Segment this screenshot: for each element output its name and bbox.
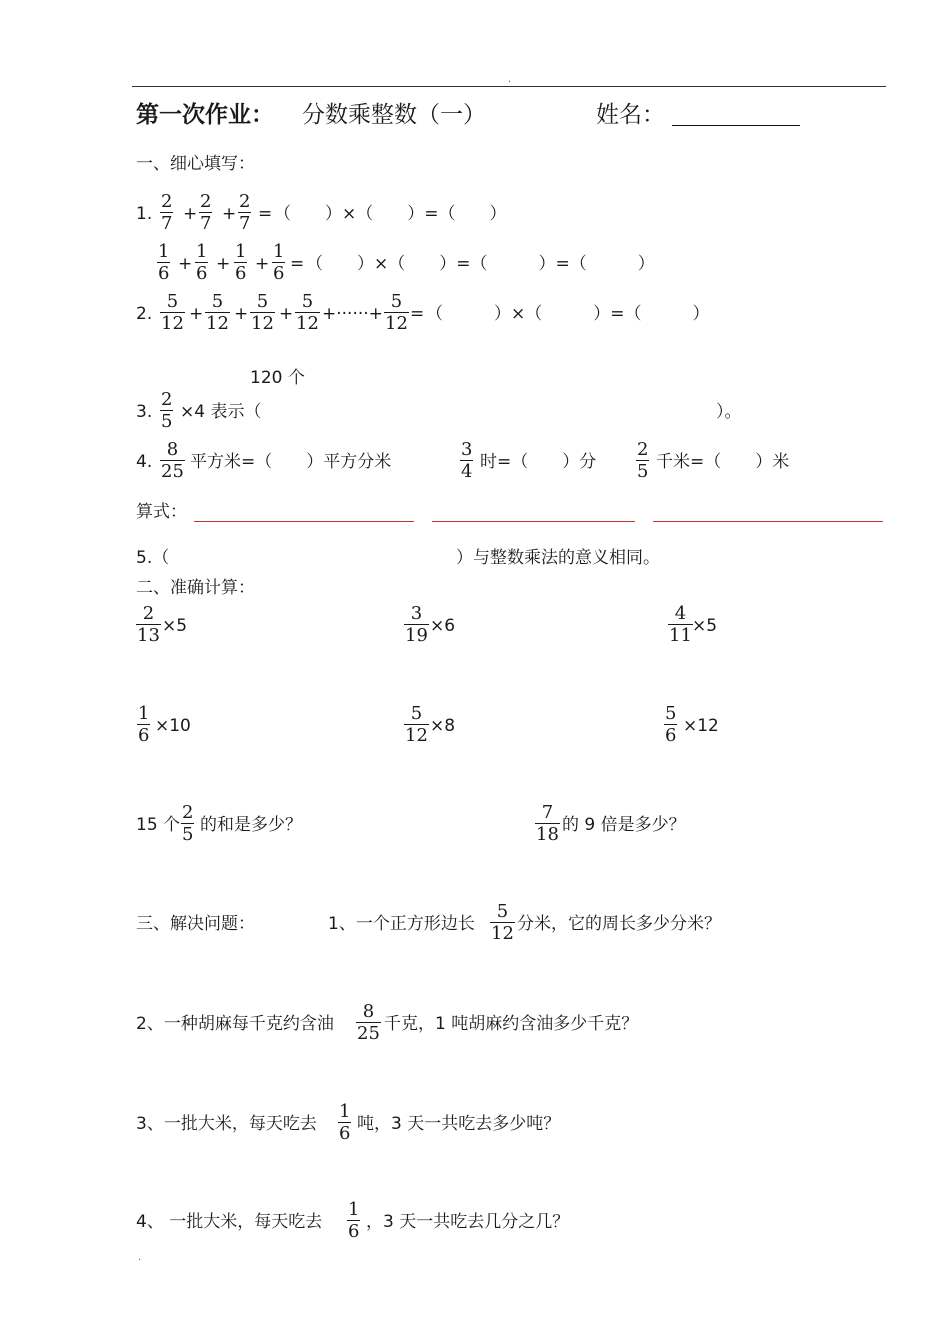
times-question-post: 的 9 倍是多少？ bbox=[562, 815, 686, 835]
top-dot: . bbox=[508, 74, 512, 85]
section2-heading: 二、准确计算： bbox=[136, 578, 255, 598]
calc-multiplier: ×5 bbox=[162, 616, 188, 636]
section1-heading: 一、细心填写： bbox=[136, 154, 255, 174]
q2-number: 2. bbox=[136, 304, 153, 324]
fraction-7-18: 7 18 bbox=[536, 802, 559, 845]
fraction-8-25: 8 25 bbox=[161, 439, 184, 482]
plus-sign: + bbox=[234, 304, 249, 324]
fraction-2-7: 2 7 bbox=[239, 191, 251, 234]
fraction-8-25: 8 25 bbox=[357, 1001, 380, 1044]
problem4-post: ，3 天一共吃去几分之几？ bbox=[366, 1212, 570, 1232]
q4-length-blank[interactable]: 千米=（ ）米 bbox=[656, 452, 790, 472]
q5-close: ）与整数乘法的意义相同。 bbox=[456, 548, 660, 568]
fraction-5-12: 5 12 bbox=[251, 291, 274, 334]
problem1-pre: 1、一个正方形边长 bbox=[328, 914, 475, 934]
section3-heading: 三、解决问题： bbox=[136, 914, 255, 934]
calc-multiplier: ×6 bbox=[430, 616, 456, 636]
calc-fraction: 2 13 bbox=[137, 603, 160, 646]
fraction-2-7: 2 7 bbox=[200, 191, 212, 234]
calc-fraction: 1 6 bbox=[138, 703, 150, 746]
problem3-pre: 3、一批大米，每天吃去 bbox=[136, 1114, 317, 1134]
problem1-post: 分米，它的周长多少分米？ bbox=[517, 914, 721, 934]
calc-multiplier: ×8 bbox=[430, 716, 456, 736]
calc-fraction: 4 11 bbox=[669, 603, 692, 646]
fraction-1-6: 1 6 bbox=[235, 241, 247, 284]
q3-count-note: 120 个 bbox=[250, 368, 305, 388]
bottom-dot: . bbox=[138, 1252, 142, 1263]
calc-multiplier: ×5 bbox=[692, 616, 718, 636]
fraction-2-5: 2 5 bbox=[182, 802, 194, 845]
q1-blanks[interactable]: （ ）×（ ）=（ ） bbox=[274, 204, 507, 224]
equals-sign: = bbox=[410, 304, 425, 324]
calc-fraction: 5 6 bbox=[665, 703, 677, 746]
ellipsis-plus: +······+ bbox=[322, 304, 383, 324]
fraction-3-4: 3 4 bbox=[461, 439, 473, 482]
sum-question-pre: 15 个 bbox=[136, 815, 181, 835]
equals-sign: = bbox=[258, 204, 273, 224]
formula-line-3[interactable] bbox=[653, 521, 883, 522]
page-subtitle: 分数乘整数（一） bbox=[302, 102, 486, 128]
page-title: 第一次作业： bbox=[136, 102, 274, 128]
q1-number: 1. bbox=[136, 204, 153, 224]
calc-fraction: 5 12 bbox=[405, 703, 428, 746]
name-label: 姓名： bbox=[596, 102, 665, 128]
formula-label: 算式： bbox=[136, 502, 187, 522]
q2-blanks[interactable]: （ ）×（ ）=（ ） bbox=[426, 304, 710, 324]
problem4-pre: 4、 一批大米，每天吃去 bbox=[136, 1212, 323, 1232]
fraction-1-6: 1 6 bbox=[196, 241, 208, 284]
fraction-1-6: 1 6 bbox=[339, 1101, 351, 1144]
q1-blanks-2[interactable]: （ ）×（ ）=（ ）=（ ） bbox=[306, 254, 655, 274]
problem2-post: 千克，1 吨胡麻约含油多少千克？ bbox=[384, 1014, 639, 1034]
plus-sign: + bbox=[216, 254, 231, 274]
q5-open: 5.（ bbox=[136, 548, 170, 568]
sum-question-post: 的和是多少？ bbox=[200, 815, 302, 835]
fraction-5-12: 5 12 bbox=[491, 901, 514, 944]
formula-line-1[interactable] bbox=[194, 521, 414, 522]
fraction-5-12: 5 12 bbox=[385, 291, 408, 334]
q4-number: 4. bbox=[136, 452, 153, 472]
q4-time-blank[interactable]: 时=（ ）分 bbox=[480, 452, 597, 472]
plus-sign: + bbox=[255, 254, 270, 274]
fraction-5-12: 5 12 bbox=[161, 291, 184, 334]
q3-close: ）。 bbox=[716, 402, 742, 422]
plus-sign: + bbox=[178, 254, 193, 274]
problem3-post: 吨，3 天一共吃去多少吨？ bbox=[357, 1114, 561, 1134]
q3-text: ×4 表示（ bbox=[180, 402, 262, 422]
q3-number: 3. bbox=[136, 402, 153, 422]
fraction-2-5: 2 5 bbox=[161, 389, 173, 432]
fraction-1-6: 1 6 bbox=[348, 1199, 360, 1242]
plus-sign: + bbox=[183, 204, 198, 224]
calc-multiplier: ×12 bbox=[683, 716, 719, 736]
fraction-5-12: 5 12 bbox=[206, 291, 229, 334]
fraction-2-7: 2 7 bbox=[161, 191, 173, 234]
equals-sign: = bbox=[290, 254, 305, 274]
fraction-5-12: 5 12 bbox=[296, 291, 319, 334]
fraction-1-6: 1 6 bbox=[273, 241, 285, 284]
problem2-pre: 2、一种胡麻每千克约含油 bbox=[136, 1014, 334, 1034]
header-rule bbox=[132, 86, 886, 87]
calc-fraction: 3 19 bbox=[405, 603, 428, 646]
plus-sign: + bbox=[222, 204, 237, 224]
fraction-2-5: 2 5 bbox=[637, 439, 649, 482]
calc-multiplier: ×10 bbox=[155, 716, 191, 736]
plus-sign: + bbox=[189, 304, 204, 324]
fraction-1-6: 1 6 bbox=[158, 241, 170, 284]
q4-area-blank[interactable]: 平方米=（ ）平方分米 bbox=[190, 452, 392, 472]
formula-line-2[interactable] bbox=[432, 521, 635, 522]
name-underline[interactable] bbox=[672, 125, 800, 126]
plus-sign: + bbox=[279, 304, 294, 324]
